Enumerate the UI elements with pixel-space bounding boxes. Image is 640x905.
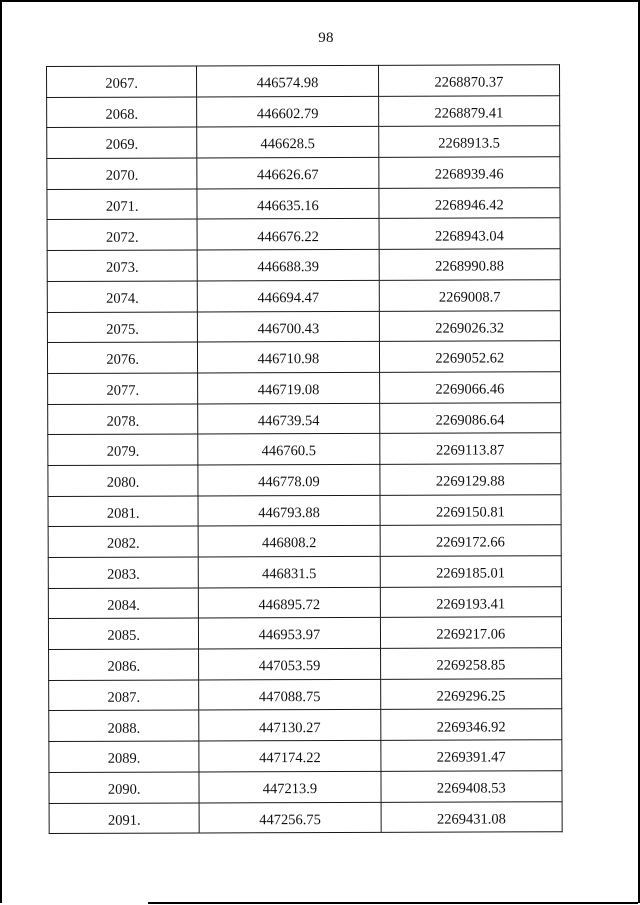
- y-coordinate-cell: [380, 556, 561, 587]
- point-number-cell: [48, 618, 198, 649]
- x-coordinate-cell-text: 447174.22: [259, 750, 321, 767]
- y-coordinate-cell: [378, 126, 559, 157]
- y-coordinate-cell-text: 2269346.92: [436, 718, 506, 736]
- x-coordinate-cell: [197, 219, 378, 250]
- y-coordinate-cell: [379, 372, 560, 403]
- table-row: [48, 556, 561, 588]
- point-number-cell: [47, 66, 197, 97]
- y-coordinate-cell-text: 2269391.47: [436, 749, 506, 766]
- y-coordinate-cell: [380, 678, 561, 709]
- point-number-cell: [47, 158, 197, 189]
- point-number-cell: [47, 281, 197, 312]
- x-coordinate-cell: [199, 771, 380, 802]
- table-row: [48, 617, 561, 649]
- point-number-cell: [47, 250, 197, 281]
- table-row: [47, 95, 560, 127]
- point-number-cell-text: 2076.: [106, 351, 140, 369]
- point-number-cell-text: 2072.: [105, 229, 139, 246]
- point-number-cell-text: 2085.: [107, 628, 140, 645]
- point-number-cell: [47, 219, 197, 250]
- table-row: [49, 801, 562, 833]
- point-number-cell: [49, 710, 199, 741]
- y-coordinate-cell: [380, 648, 561, 679]
- point-number-cell-text: 2086.: [107, 658, 141, 675]
- y-coordinate-cell: [379, 310, 560, 341]
- x-coordinate-cell-text: 447256.75: [259, 811, 321, 828]
- point-number-cell: [49, 772, 199, 803]
- table-row: [49, 709, 562, 741]
- x-coordinate-cell-text: 446778.09: [258, 474, 320, 491]
- point-number-cell-text: 2091.: [107, 812, 141, 829]
- point-number-cell: [47, 189, 197, 220]
- x-coordinate-cell-text: 446676.22: [257, 228, 319, 245]
- point-number-cell: [47, 127, 197, 158]
- x-coordinate-cell-text: 446628.5: [260, 136, 315, 153]
- x-coordinate-cell-text: 446602.79: [256, 105, 319, 123]
- table-row: [47, 218, 560, 250]
- table-row: [47, 187, 560, 219]
- x-coordinate-cell-text: 446953.97: [258, 627, 321, 644]
- x-coordinate-cell: [198, 311, 379, 342]
- x-coordinate-cell: [199, 710, 380, 741]
- y-coordinate-cell-text: 2269172.66: [436, 534, 505, 552]
- x-coordinate-cell: [198, 495, 379, 526]
- y-coordinate-cell-text: 2269193.41: [436, 596, 506, 613]
- point-number-cell-text: 2075.: [106, 321, 139, 338]
- point-number-cell: [48, 526, 198, 557]
- point-number-cell: [48, 404, 198, 435]
- x-coordinate-cell: [199, 802, 380, 833]
- x-coordinate-cell: [199, 740, 380, 771]
- x-coordinate-cell: [199, 618, 380, 649]
- y-coordinate-cell: [379, 341, 560, 372]
- point-number-cell: [49, 680, 199, 711]
- point-number-cell-text: 2067.: [105, 75, 139, 92]
- point-number-cell: [48, 496, 198, 527]
- x-coordinate-cell: [197, 157, 378, 188]
- y-coordinate-cell: [379, 249, 560, 280]
- y-coordinate-cell: [380, 740, 561, 771]
- y-coordinate-cell: [381, 771, 562, 802]
- table-row: [48, 494, 561, 526]
- y-coordinate-cell: [379, 218, 560, 249]
- point-number-cell: [49, 649, 199, 680]
- x-coordinate-cell: [197, 127, 378, 158]
- point-number-cell-text: 2068.: [105, 106, 139, 123]
- x-coordinate-cell-text: 446635.16: [257, 197, 319, 215]
- y-coordinate-cell: [380, 709, 561, 740]
- point-number-cell-text: 2071.: [105, 198, 139, 215]
- point-number-cell-text: 2090.: [107, 781, 141, 798]
- table-row: [47, 65, 560, 97]
- y-coordinate-cell-text: 2269258.85: [436, 657, 506, 674]
- y-coordinate-cell-text: 2269113.87: [435, 442, 505, 459]
- page-number: 98: [318, 30, 334, 46]
- y-coordinate-cell: [379, 187, 560, 218]
- point-number-cell: [49, 741, 199, 772]
- point-number-cell-text: 2080.: [106, 474, 140, 491]
- y-coordinate-cell-text: 2269066.46: [435, 381, 505, 398]
- y-coordinate-cell-text: 2268939.46: [434, 166, 504, 183]
- x-coordinate-cell: [197, 65, 378, 96]
- table-row: [47, 310, 560, 342]
- y-coordinate-cell-text: 2269052.62: [435, 350, 505, 367]
- y-coordinate-cell-text: 2269431.08: [436, 810, 506, 828]
- table-row: [48, 372, 561, 404]
- x-coordinate-cell: [197, 188, 378, 219]
- y-coordinate-cell-text: 2268913.5: [438, 135, 500, 153]
- y-coordinate-cell: [380, 525, 561, 556]
- table-row: [49, 678, 562, 710]
- x-coordinate-cell: [198, 403, 379, 434]
- point-number-cell-text: 2079.: [106, 444, 140, 461]
- y-coordinate-cell: [379, 433, 560, 464]
- x-coordinate-cell: [198, 464, 379, 495]
- table-row: [48, 433, 561, 465]
- x-coordinate-cell: [197, 249, 378, 280]
- x-coordinate-cell-text: 446688.39: [257, 259, 319, 276]
- point-number-cell: [48, 557, 198, 588]
- point-number-cell-text: 2088.: [107, 720, 141, 737]
- point-number-cell-text: 2074.: [106, 290, 139, 307]
- point-number-cell-text: 2089.: [107, 750, 141, 768]
- point-number-cell: [47, 311, 197, 342]
- table-row: [48, 402, 561, 434]
- x-coordinate-cell-text: 447053.59: [258, 658, 321, 675]
- point-number-cell-text: 2083.: [107, 566, 140, 583]
- x-coordinate-cell-text: 446808.2: [261, 535, 317, 552]
- y-coordinate-cell-text: 2269296.25: [436, 688, 506, 705]
- y-coordinate-cell-text: 2269008.7: [438, 289, 501, 306]
- coordinates-table: [46, 64, 563, 834]
- point-number-cell: [48, 465, 198, 496]
- table-row: [49, 648, 562, 680]
- table-row: [47, 280, 560, 312]
- x-coordinate-cell-text: 446895.72: [258, 596, 321, 614]
- point-number-cell-text: 2070.: [105, 167, 139, 184]
- point-number-cell: [48, 588, 198, 619]
- x-coordinate-cell-text: 446626.67: [256, 167, 319, 184]
- point-number-cell-text: 2087.: [107, 689, 141, 706]
- x-coordinate-cell-text: 446760.5: [261, 443, 317, 460]
- y-coordinate-cell-text: 2269026.32: [435, 319, 505, 337]
- y-coordinate-cell: [380, 494, 561, 525]
- point-number-cell: [49, 802, 199, 833]
- table-row: [47, 126, 560, 158]
- point-number-cell-text: 2069.: [105, 137, 139, 154]
- y-coordinate-cell: [380, 617, 561, 648]
- x-coordinate-cell-text: 446719.08: [257, 382, 320, 399]
- y-coordinate-cell-text: 2269217.06: [436, 626, 506, 644]
- x-coordinate-cell-text: 446831.5: [262, 566, 317, 583]
- x-coordinate-cell: [198, 526, 379, 557]
- y-coordinate-cell-text: 2268990.88: [435, 258, 504, 275]
- y-coordinate-cell: [380, 586, 561, 617]
- y-coordinate-cell: [380, 464, 561, 495]
- table-row: [48, 464, 561, 496]
- y-coordinate-cell: [379, 402, 560, 433]
- point-number-cell: [48, 434, 198, 465]
- y-coordinate-cell-text: 2269150.81: [435, 504, 505, 521]
- y-coordinate-cell-text: 2269408.53: [436, 780, 506, 797]
- x-coordinate-cell-text: 446700.43: [257, 320, 320, 337]
- point-number-cell-text: 2077.: [106, 382, 140, 399]
- y-coordinate-cell-text: 2269086.64: [435, 412, 505, 429]
- x-coordinate-cell: [198, 280, 379, 311]
- y-coordinate-cell-text: 2268870.37: [434, 74, 504, 91]
- y-coordinate-cell-text: 2269185.01: [436, 565, 506, 582]
- x-coordinate-cell-text: 446739.54: [257, 412, 320, 429]
- table-row: [47, 341, 560, 373]
- table-row: [49, 771, 562, 803]
- x-coordinate-cell-text: 447088.75: [258, 688, 321, 706]
- table-row: [49, 740, 562, 772]
- x-coordinate-cell: [198, 556, 379, 587]
- x-coordinate-cell: [199, 679, 380, 710]
- x-coordinate-cell-text: 446793.88: [258, 504, 320, 521]
- y-coordinate-cell: [378, 157, 559, 188]
- x-coordinate-cell: [198, 434, 379, 465]
- table-row: [47, 249, 560, 281]
- point-number-cell-text: 2073.: [106, 259, 139, 277]
- point-number-cell: [47, 342, 197, 373]
- x-coordinate-cell: [199, 648, 380, 679]
- y-coordinate-cell: [378, 65, 559, 96]
- table-row: [48, 586, 561, 618]
- x-coordinate-cell-text: 447213.9: [262, 780, 318, 798]
- scan-edge-line: [148, 902, 638, 904]
- x-coordinate-cell: [199, 587, 380, 618]
- point-number-cell: [47, 97, 197, 128]
- y-coordinate-cell-text: 2268879.41: [434, 105, 504, 122]
- point-number-cell: [48, 373, 198, 404]
- y-coordinate-cell: [378, 95, 559, 126]
- y-coordinate-cell-text: 2268946.42: [434, 197, 504, 214]
- table-row: [47, 157, 560, 189]
- x-coordinate-cell: [198, 372, 379, 403]
- point-number-cell-text: 2082.: [106, 536, 140, 553]
- point-number-cell-text: 2078.: [106, 413, 140, 430]
- coordinates-table-body: [47, 65, 563, 834]
- y-coordinate-cell: [379, 280, 560, 311]
- x-coordinate-cell-text: 446574.98: [256, 75, 319, 92]
- y-coordinate-cell-text: 2268943.04: [434, 227, 504, 245]
- x-coordinate-cell-text: 446694.47: [257, 289, 320, 307]
- table-row: [48, 525, 561, 557]
- x-coordinate-cell: [198, 342, 379, 373]
- point-number-cell-text: 2081.: [106, 505, 140, 522]
- y-coordinate-cell-text: 2269129.88: [435, 473, 505, 490]
- point-number-cell-text: 2084.: [107, 597, 140, 614]
- x-coordinate-cell-text: 447130.27: [258, 719, 321, 736]
- x-coordinate-cell: [197, 96, 378, 127]
- y-coordinate-cell: [381, 801, 562, 832]
- x-coordinate-cell-text: 446710.98: [257, 351, 320, 368]
